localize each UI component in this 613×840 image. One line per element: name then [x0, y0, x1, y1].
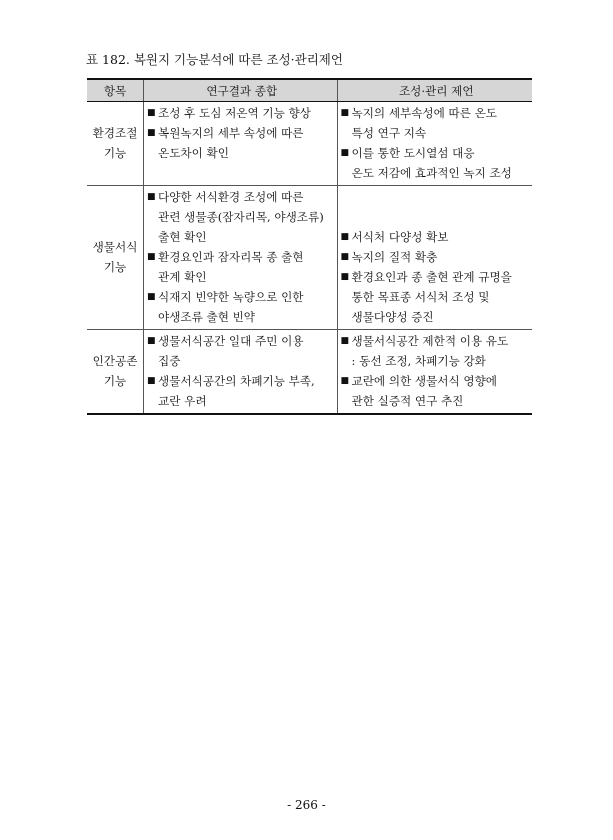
- recommendation-text: 녹지의 질적 확충: [351, 250, 438, 264]
- bullet-icon: ■: [340, 336, 350, 346]
- header-recommendations: 조성·관리 제언: [337, 79, 532, 102]
- table-row: [87, 102, 532, 186]
- row-category: [87, 330, 144, 415]
- bullet-icon: ■: [147, 128, 156, 138]
- header-results: 연구결과 종합: [144, 79, 338, 102]
- recommendation-item: [341, 331, 532, 371]
- result-text: 복원녹지의 세부 속성에 따른 온도차이 확인: [158, 126, 304, 160]
- result-item: [147, 123, 337, 163]
- row-category: [87, 102, 144, 186]
- result-text: 생물서식공간 일대 주민 이용 집중: [158, 334, 304, 368]
- recommendation-text: 생물서식공간 제한적 이용 유도 : 동선 조정, 차폐기능 강화: [351, 334, 509, 368]
- recommendation-text: 서식처 다양성 확보: [351, 230, 449, 244]
- result-item: [147, 287, 337, 327]
- recommendation-item: [341, 103, 532, 143]
- recommendation-item: [341, 371, 532, 411]
- bullet-icon: ■: [147, 376, 156, 386]
- results-cell: [144, 186, 338, 330]
- bullet-icon: ■: [147, 192, 156, 202]
- recommendations-cell: [337, 330, 532, 415]
- table-caption: 표 182. 복원지 기능분석에 따른 조성·관리제언: [86, 52, 343, 67]
- row-category: [87, 186, 144, 330]
- result-text: 식재지 빈약한 녹량으로 인한 야생조류 출현 빈약: [158, 290, 304, 324]
- result-item: [147, 103, 337, 123]
- result-text: 다양한 서식환경 조성에 따른 관련 생물종(잠자리목, 야생조류) 출현 확인: [158, 190, 324, 244]
- header-category: 항목: [87, 79, 144, 102]
- recommendation-item: [341, 143, 532, 183]
- recommendations-cell: [337, 102, 532, 186]
- category-label: 인간공존 기능: [92, 354, 138, 388]
- bullet-icon: ■: [147, 336, 156, 346]
- result-text: 생물서식공간의 차폐기능 부족, 교란 우려: [158, 374, 315, 408]
- bullet-icon: ■: [340, 252, 350, 262]
- recommendations-cell: [337, 186, 532, 330]
- page-number: - 266 -: [287, 798, 326, 812]
- category-label: 환경조절 기능: [92, 126, 138, 160]
- results-cell: [144, 102, 338, 186]
- bullet-icon: ■: [147, 108, 156, 118]
- result-item: [147, 187, 337, 247]
- bullet-icon: ■: [340, 232, 350, 242]
- bullet-icon: ■: [340, 108, 350, 118]
- results-cell: [144, 330, 338, 415]
- result-item: [147, 331, 337, 371]
- bullet-icon: ■: [340, 272, 350, 282]
- recommendation-item: [341, 267, 532, 327]
- recommendation-item: [341, 227, 532, 247]
- bullet-icon: ■: [340, 376, 350, 386]
- bullet-icon: ■: [147, 252, 156, 262]
- result-text: 환경요인과 잠자리목 종 출현 관계 확인: [158, 250, 304, 284]
- table-row: [87, 186, 532, 330]
- recommendation-text: 환경요인과 종 출현 관계 규명을 통한 목표종 서식처 조성 및 생물다양성 증진: [351, 270, 512, 324]
- table-row: [87, 330, 532, 415]
- result-text: 조성 후 도심 저온역 기능 향상: [158, 106, 311, 120]
- recommendation-item: [341, 247, 532, 267]
- recommendation-text: 녹지의 세부속성에 따른 온도 특성 연구 지속: [351, 106, 497, 140]
- recommendation-text: 이를 통한 도시열섬 대응 온도 저감에 효과적인 녹지 조성: [351, 146, 512, 180]
- result-item: [147, 371, 337, 411]
- category-label: 생물서식 기능: [92, 240, 138, 274]
- table-header-row: [87, 79, 532, 102]
- bullet-icon: ■: [147, 292, 156, 302]
- recommendation-table: [87, 78, 532, 415]
- recommendation-text: 교란에 의한 생물서식 영향에 관한 실증적 연구 추진: [351, 374, 497, 408]
- bullet-icon: ■: [340, 148, 350, 158]
- result-item: [147, 247, 337, 287]
